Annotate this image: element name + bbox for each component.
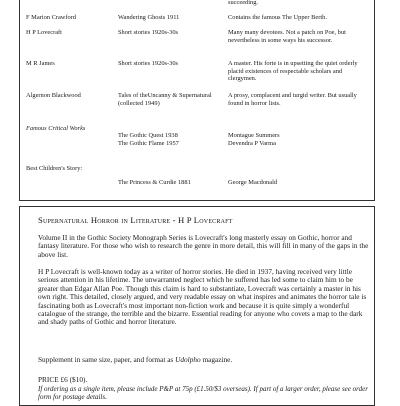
book-list-table bbox=[19, 0, 375, 201]
author-cell: Montague Summers bbox=[228, 132, 280, 139]
supplement-suffix: magazine. bbox=[200, 355, 233, 364]
article-paragraph: H P Lovecraft is well-known today as a writer of horror stories. He died in 1937, having received very little serious attention in his lifetime. The unwarranted neglect which he suffered has led some to claim him to be greater than Edgar Allan Poe. Though this claim is hard to substantiate, Lovecraft was certainly a master in his own right. This detailed, closely argued, and very readable essay on what inspires and animates the horror tale is fascinating both as Lovecraft's most important non-fiction work and because it is quite simply a wonderful catalogue of the strange, the terrible and the bizarre. Essential reading for anyone who covets a map to the dark and shady paths of Gothic and horror literature. bbox=[38, 267, 367, 327]
author-cell: F Marion Crawford bbox=[26, 14, 77, 21]
title-cell: The Gothic Flame 1957 bbox=[118, 140, 179, 147]
article-paragraph: Volume II in the Gothic Society Monograph Series is Lovecraft's long masterly essay on Gothic, horror and fantasy literature. For those who wish to research the genre in more detail, this will fill in many of the gaps in the above list. bbox=[38, 233, 369, 259]
author-cell: George Macdonald bbox=[228, 179, 278, 186]
postage-note: If ordering as a single item, please include P&P at 75p (£1.50/$3 overseas). If part of a larger order, please see order form for postage details. bbox=[38, 385, 368, 402]
critical-works-heading: Famous Critical Works bbox=[26, 125, 86, 132]
author-cell: Algernon Blackwood bbox=[26, 92, 81, 99]
comment-fragment: succeeding. bbox=[228, 0, 258, 6]
title-cell: Short stories 1920s-30s bbox=[118, 29, 179, 36]
childrens-story-heading: Best Children's Story: bbox=[26, 165, 83, 172]
title-cell: The Princess & Curdie 1881 bbox=[118, 179, 191, 186]
title-cell: Wandering Ghosts 1911 bbox=[118, 14, 180, 21]
article-title: Supernatural Horror in Literature - H P Lovecraft bbox=[38, 215, 233, 225]
supplement-line bbox=[38, 356, 370, 364]
article-box bbox=[19, 206, 375, 406]
author-cell: Devendra P Varma bbox=[228, 140, 276, 147]
author-cell: M R James bbox=[26, 60, 55, 67]
price: PRICE £6 ($10). bbox=[38, 375, 88, 384]
title-cell: Short stories 1920s-30s bbox=[118, 60, 179, 67]
comment-cell: A prosy, complacent and turgid writer. But usually found in horror lists. bbox=[228, 92, 357, 107]
title-cell: Tales of theUncanny & Supernatural (collected 1949) bbox=[118, 92, 212, 107]
supplement-prefix: Supplement in same size, paper, and format as bbox=[38, 355, 176, 364]
comment-cell: Contains the famous The Upper Berth. bbox=[228, 14, 327, 21]
title-cell: The Gothic Quest 1938 bbox=[118, 132, 178, 139]
magazine-name: Udolpho bbox=[175, 355, 201, 364]
comment-cell: Many many devotees. Not a patch on Poe, but nevertheless in some ways his successor. bbox=[228, 29, 346, 44]
comment-cell: A master. His forte is in upsetting the quiet orderly placid existences of respectable scholars and clergymen. bbox=[228, 60, 358, 83]
author-cell: H P Lovecraft bbox=[26, 29, 62, 36]
